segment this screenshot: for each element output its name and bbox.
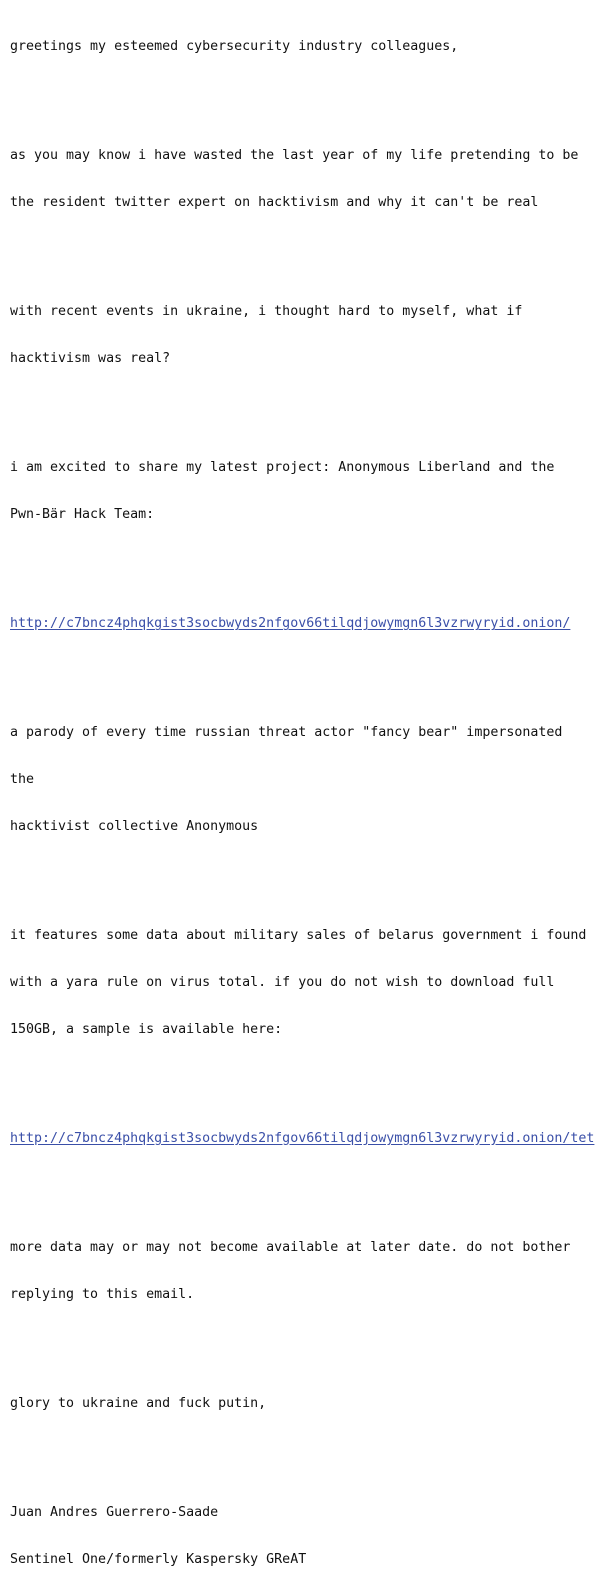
paragraph-spacer	[10, 663, 592, 679]
paragraph-spacer	[10, 398, 592, 414]
paragraph-1-line-2: the resident twitter expert on hacktivism and why it can't be real	[10, 195, 539, 211]
paragraph-spacer	[10, 242, 592, 258]
paragraph-5-line-2: with a yara rule on virus total. if you do not wish to download full	[10, 974, 555, 990]
paragraph-spacer	[10, 1178, 592, 1194]
paragraph-2-line-1: with recent events in ukraine, i thought hard to myself, what if	[10, 304, 523, 320]
paragraph-6-line-2: replying to this email.	[10, 1286, 195, 1302]
onion-link-main[interactable]: http://c7bncz4phqkgist3socbwyds2nfgov66tilqdjowymgn6l3vzrwyryid.onion/	[10, 616, 571, 632]
paragraph-4-line-2: the	[10, 772, 35, 788]
paragraph-spacer	[10, 866, 592, 882]
paragraph-1-line-1: as you may know i have wasted the last year of my life pretending to be	[10, 148, 579, 164]
paragraph-3-line-1: i am excited to share my latest project: Anonymous Liberland and the	[10, 460, 555, 476]
paragraph-6-line-1: more data may or may not become available at later date. do not bother	[10, 1239, 571, 1255]
paragraph-spacer	[10, 1068, 592, 1084]
paragraph-2-line-2: hacktivism was real?	[10, 351, 171, 367]
email-body	[10, 8, 595, 1583]
paragraph-4-line-1: a parody of every time russian threat actor "fancy bear" impersonated	[10, 725, 563, 741]
greeting-line: greetings my esteemed cybersecurity industry colleagues,	[10, 39, 459, 55]
closing-line: glory to ukraine and fuck putin,	[10, 1395, 267, 1411]
paragraph-spacer	[10, 1443, 592, 1459]
paragraph-spacer	[10, 1333, 592, 1349]
paragraph-4-line-3: hacktivist collective Anonymous	[10, 818, 259, 834]
paragraph-3-line-2: Pwn-Bär Hack Team:	[10, 507, 155, 522]
signature-affiliation: Sentinel One/formerly Kaspersky GReAT	[10, 1551, 307, 1567]
paragraph-spacer	[10, 86, 592, 102]
paragraph-spacer	[10, 554, 592, 570]
paragraph-5-line-1: it features some data about military sales of belarus government i found	[10, 928, 587, 944]
paragraph-5-line-3: 150GB, a sample is available here:	[10, 1021, 283, 1037]
signature-name: Juan Andres Guerrero-Saade	[10, 1505, 219, 1520]
onion-link-sample[interactable]: http://c7bncz4phqkgist3socbwyds2nfgov66tilqdjowymgn6l3vzrwyryid.onion/tet	[10, 1130, 595, 1146]
